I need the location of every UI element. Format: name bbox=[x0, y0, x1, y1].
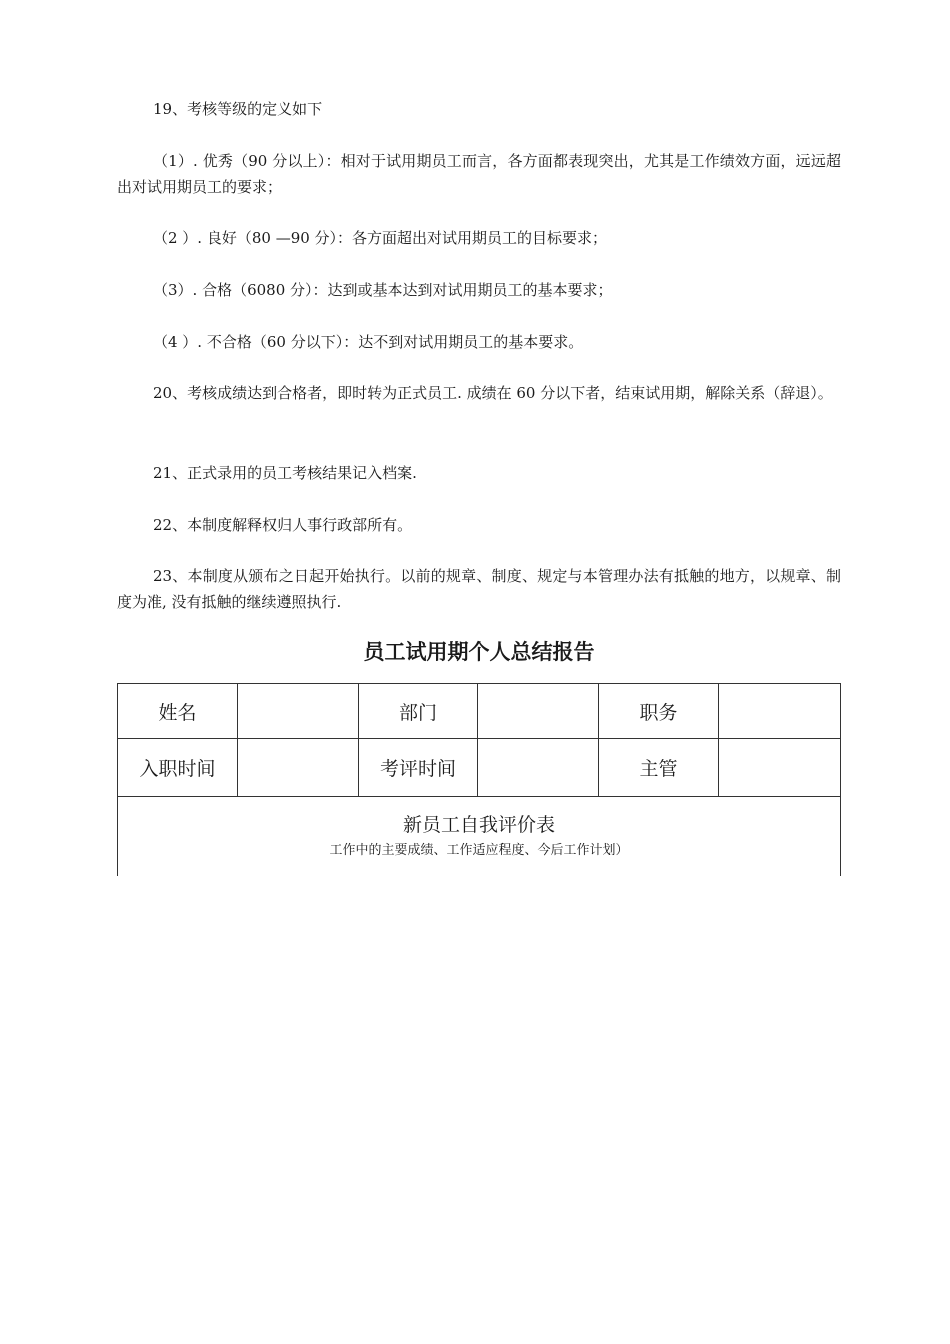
name-field[interactable] bbox=[238, 684, 359, 739]
table-row bbox=[118, 684, 841, 739]
employee-info-table bbox=[117, 683, 841, 797]
paragraph-23: 23、本制度从颁布之日起开始执行。以前的规章、制度、规定与本管理办法有抵触的地方，以规章、制度为准, 没有抵触的继续遵照执行. bbox=[117, 567, 841, 611]
paragraph-grade-good: （2 ）. 良好（80 —90 分）：各方面超出对试用期员工的目标要求； bbox=[153, 229, 608, 247]
review-date-field[interactable] bbox=[478, 739, 599, 797]
table-row bbox=[118, 739, 841, 797]
position-field[interactable] bbox=[719, 684, 841, 739]
paragraph-20: 20、考核成绩达到合格者，即时转为正式员工. 成绩在 60 分以下者，结束试用期，解除关系（辞退）。 bbox=[153, 384, 833, 402]
self-evaluation-note: 工作中的主要成绩、工作适应程度、今后工作计划） bbox=[329, 843, 629, 858]
paragraph-21: 21、正式录用的员工考核结果记入档案. bbox=[153, 464, 417, 482]
review-date-label: 考评时间 bbox=[359, 739, 478, 797]
paragraph-grade-fail: （4 ）. 不合格（60 分以下）：达不到对试用期员工的基本要求。 bbox=[153, 333, 584, 351]
self-evaluation-section bbox=[117, 796, 841, 876]
paragraph-19: 19、考核等级的定义如下 bbox=[153, 100, 323, 118]
name-label: 姓名 bbox=[118, 684, 238, 739]
department-label: 部门 bbox=[359, 684, 478, 739]
position-label: 职务 bbox=[599, 684, 719, 739]
supervisor-field[interactable] bbox=[719, 739, 841, 797]
paragraph-grade-excellent: （1）. 优秀（90 分以上）：相对于试用期员工而言，各方面都表现突出，尤其是工作绩效方面，远远超出对试用期员工的要求； bbox=[117, 152, 841, 196]
department-field[interactable] bbox=[478, 684, 599, 739]
self-evaluation-title: 新员工自我评价表 bbox=[402, 814, 555, 836]
paragraph-22: 22、本制度解释权归人事行政部所有。 bbox=[153, 516, 413, 534]
report-title: 员工试用期个人总结报告 bbox=[363, 640, 595, 664]
hire-date-field[interactable] bbox=[238, 739, 359, 797]
paragraph-grade-pass: （3）. 合格（6080 分）：达到或基本达到对试用期员工的基本要求； bbox=[153, 281, 613, 299]
supervisor-label: 主管 bbox=[599, 739, 719, 797]
hire-date-label: 入职时间 bbox=[118, 739, 238, 797]
